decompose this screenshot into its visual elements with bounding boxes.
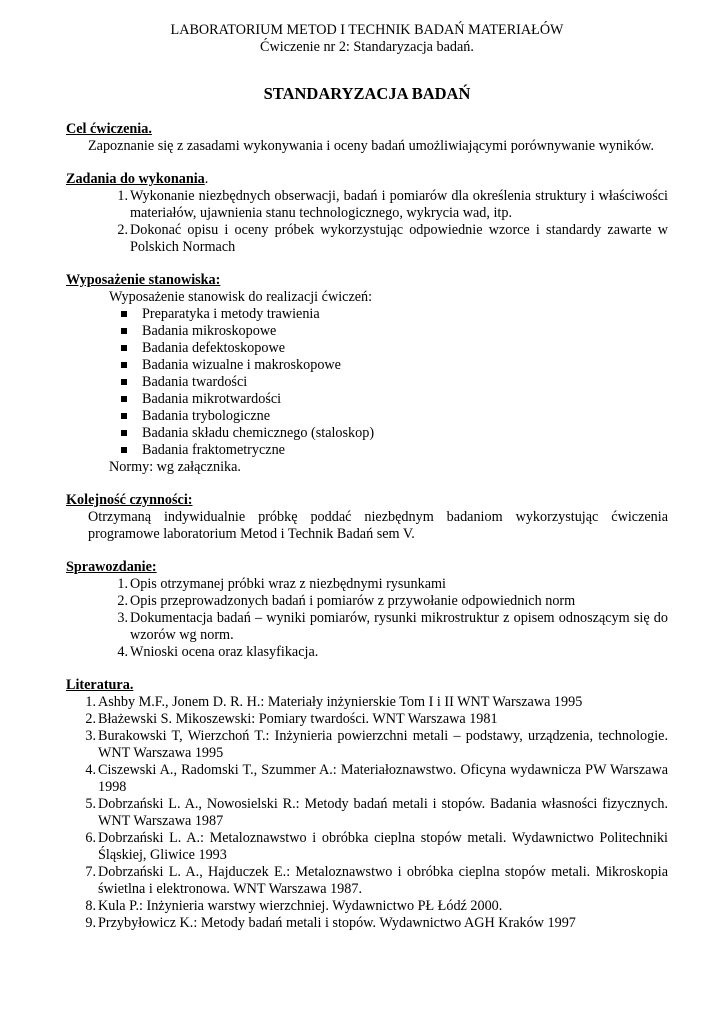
list-item [117,222,668,256]
list-item [85,898,668,915]
section-goal [66,121,668,155]
list-item-text: Badania trybologiczne [142,408,271,424]
list-item-text: Opis przeprowadzonych badań i pomiarów z przywołanie odpowiednich norm [130,593,576,609]
list-item-text: Badania składu chemicznego (staloskop) [142,425,375,441]
list-item [85,796,668,830]
list-item-text: Dobrzański L. A., Hajduczek E.: Metaloznawstwo i obróbka cieplna stopów metali. Mikroskopia świetlna i elektronowa. WNT Warszawa 1987. [98,864,668,897]
goal-text: Zapoznanie się z zasadami wykonywania i oceny badań umożliwiającymi porównywanie wyników. [88,138,655,154]
list-item-number: 1. [85,694,96,710]
list-item-text: Wykonanie niezbędnych obserwacji, badań i pomiarów dla określenia struktury i właściwości materiałów, ujawnienia stanu technologicznego, wykrycia wad, itp. [130,188,668,221]
list-item-number: 9. [85,915,96,931]
list-item [117,188,668,222]
square-bullet-icon [121,447,127,453]
list-item-number: 3. [117,610,128,626]
list-item-text: Badania wizualne i makroskopowe [142,357,341,373]
square-bullet-icon [121,345,127,351]
tasks-heading-line [66,171,668,188]
square-bullet-icon [121,413,127,419]
list-item-number: 3. [85,728,96,744]
list-item-text: Dobrzański L. A., Nowosielski R.: Metody badań metali i stopów. Badania własności fizycznych. WNT Warszawa 1987 [98,796,668,829]
section-equipment [66,272,668,476]
tasks-list [66,188,668,256]
list-item-number: 8. [85,898,96,914]
order-heading: Kolejność czynności: [66,492,193,508]
equipment-list [66,306,668,459]
list-item [117,610,668,644]
list-item [142,306,668,323]
list-item-number: 2. [117,593,128,609]
list-item [85,915,668,932]
document-header [66,22,668,56]
list-item-text: Opis otrzymanej próbki wraz z niezbędnymi rysunkami [130,576,446,592]
section-report [66,559,668,661]
list-item [85,711,668,728]
list-item-text: Przybyłowicz K.: Metody badań metali i stopów. Wydawnictwo AGH Kraków 1997 [98,915,576,931]
square-bullet-icon [121,396,127,402]
list-item [117,576,668,593]
list-item-text: Ciszewski A., Radomski T., Szummer A.: Materiałoznawstwo. Oficyna wydawnicza PW Warszawa 1998 [98,762,668,795]
square-bullet-icon [121,311,127,317]
list-item-text: Badania mikrotwardości [142,391,282,407]
square-bullet-icon [121,430,127,436]
list-item-text: Dokumentacja badań – wyniki pomiarów, rysunki mikrostruktur z opisem odnoszącym się do wzorów wg norm. [130,610,668,643]
list-item-text: Kula P.: Inżynieria warstwy wierzchniej. Wydawnictwo PŁ Łódź 2000. [98,898,503,914]
list-item-text: Dobrzański L. A.: Metaloznawstwo i obróbka cieplna stopów metali. Wydawnictwo Politechniki Śląskiej, Gliwice 1993 [98,830,668,863]
section-literature [66,677,668,932]
list-item-number: 7. [85,864,96,880]
section-tasks [66,171,668,256]
list-item-number: 6. [85,830,96,846]
header-exercise: Ćwiczenie nr 2: Standaryzacja badań. [260,39,474,55]
list-item-text: Badania mikroskopowe [142,323,277,339]
list-item-number: 2. [117,222,128,238]
list-item [142,425,668,442]
goal-heading: Cel ćwiczenia. [66,121,152,137]
equipment-intro: Wyposażenie stanowisk do realizacji ćwiczeń: [109,289,373,305]
order-text: Otrzymaną indywidualnie próbkę poddać niezbędnym badaniom wykorzystując ćwiczenia programowe laboratorium Metod i Technik Badań sem V. [88,509,668,542]
section-order [66,492,668,543]
equipment-heading: Wyposażenie stanowiska: [66,272,221,288]
tasks-heading: Zadania do wykonania [66,171,205,187]
list-item-number: 2. [85,711,96,727]
list-item [85,762,668,796]
list-item [142,357,668,374]
list-item [85,830,668,864]
list-item-text: Badania twardości [142,374,248,390]
list-item-text: Burakowski T, Wierzchoń T.: Inżynieria powierzchni metali – podstawy, urządzenia, technologie. WNT Warszawa 1995 [98,728,668,761]
list-item-number: 1. [117,188,128,204]
square-bullet-icon [121,379,127,385]
square-bullet-icon [121,328,127,334]
list-item-number: 5. [85,796,96,812]
list-item [142,391,668,408]
report-heading: Sprawozdanie: [66,559,157,575]
list-item [142,323,668,340]
list-item [142,408,668,425]
literature-list [66,694,668,932]
document-page [66,22,668,948]
list-item [85,694,668,711]
list-item-number: 4. [117,644,128,660]
list-item-text: Badania defektoskopowe [142,340,286,356]
list-item [142,374,668,391]
list-item-text: Ashby M.F., Jonem D. R. H.: Materiały inżynierskie Tom I i II WNT Warszawa 1995 [98,694,583,710]
equipment-norms: Normy: wg załącznika. [109,459,241,475]
list-item-text: Błażewski S. Mikoszewski: Pomiary twardości. WNT Warszawa 1981 [98,711,498,727]
list-item-text: Preparatyka i metody trawienia [142,306,320,322]
list-item [142,340,668,357]
list-item-text: Badania fraktometryczne [142,442,285,458]
literature-heading: Literatura. [66,677,134,693]
page-title: STANDARYZACJA BADAŃ [263,84,471,103]
square-bullet-icon [121,362,127,368]
header-lab-name: LABORATORIUM METOD I TECHNIK BADAŃ MATERIAŁÓW [170,22,564,38]
list-item [117,593,668,610]
tasks-heading-suffix: . [204,171,209,187]
list-item [85,728,668,762]
list-item-number: 1. [117,576,128,592]
report-list [66,576,668,661]
list-item [85,864,668,898]
list-item-number: 4. [85,762,96,778]
list-item-text: Dokonać opisu i oceny próbek wykorzystując odpowiednie wzorce i standardy zawarte w Polskich Normach [130,222,668,255]
list-item-text: Wnioski ocena oraz klasyfikacja. [130,644,319,660]
list-item [142,442,668,459]
list-item [117,644,668,661]
